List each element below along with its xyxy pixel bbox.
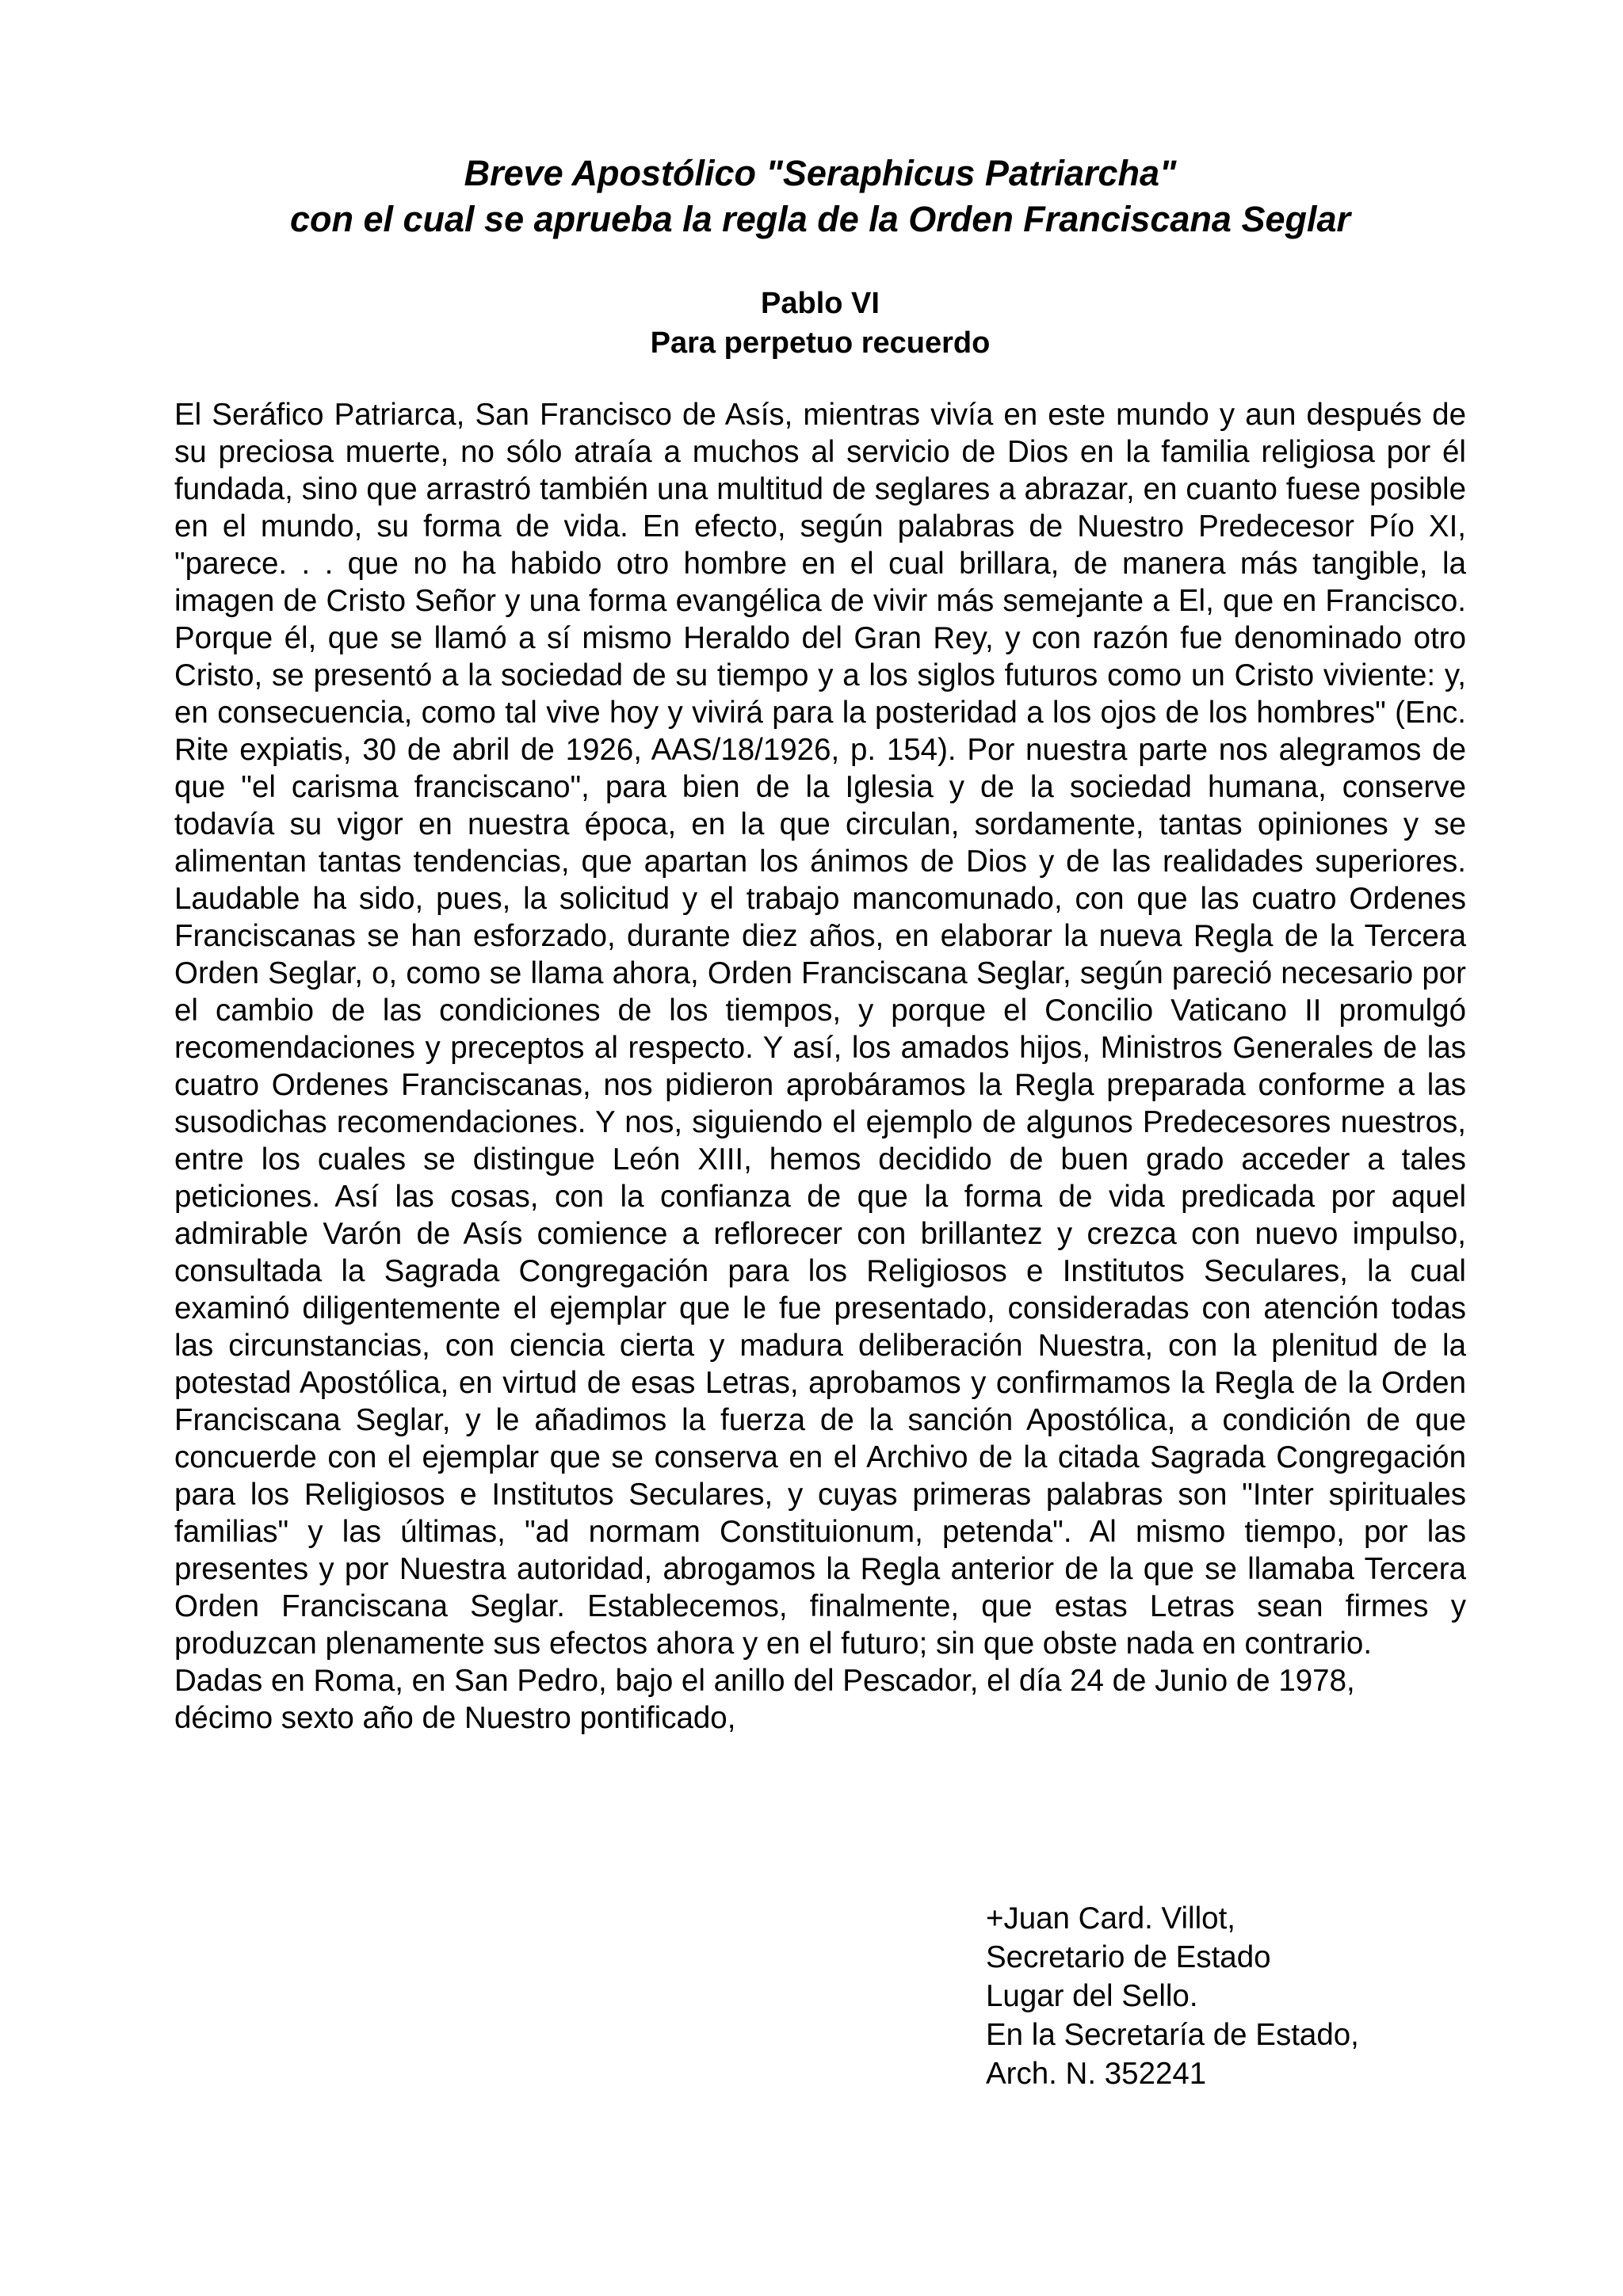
heading-formula: Para perpetuo recuerdo [650, 326, 991, 360]
signature-title: Secretario de Estado [986, 1940, 1271, 1974]
closing-line-2: décimo sexto año de Nuestro pontificado, [174, 1701, 736, 1735]
body-paragraph: El Seráfico Patriarca, San Francisco de Asís, mientras vivía en este mundo y aun después de su preciosa muerte, no sólo atraía a muchos al servicio de Dios en la familia religiosa por él fundada, sino que arrastró también una multitud de seglares a abrazar, en cuanto fuese posible en el mundo, su forma de vida. En efecto, según palabras de Nuestro Predecesor Pío XI, "parece. . . que no ha habido otro hombre en el cual brillara, de manera más tangible, la imagen de Cristo Señor y una forma evangélica de vivir más semejante a El, que en Francisco. Porque él, que se llamó a sí mismo Heraldo del Gran Rey, y con razón fue denominado otro Cristo, se presentó a la sociedad de su tiempo y a los siglos futuros como un Cristo viviente: y, en consecuencia, como tal vive hoy y vivirá para la posteridad a los ojos de los hombres" (Enc. Rite expiatis, 30 de abril de 1926, AAS/18/1926, p. 154). Por nuestra parte nos alegramos de que "el carisma franciscano", para bien de la Iglesia y de la sociedad humana, conserve todavía su vigor en nuestra época, en la que circulan, sordamente, tantas opiniones y se alimentan tantas tendencias, que apartan los ánimos de Dios y de las realidades superiores. Laudable ha sido, pues, la solicitud y el trabajo mancomunado, con que las cuatro Ordenes Franciscanas se han esforzado, durante diez años, en elaborar la nueva Regla de la Tercera Orden Seglar, o, como se llama ahora, Orden Franciscana Seglar, según pareció necesario por el cambio de las condiciones de los tiempos, y porque el Concilio Vaticano II promulgó recomendaciones y preceptos al respecto. Y así, los amados hijos, Ministros Generales de las cuatro Ordenes Franciscanas, nos pidieron aprobáramos la Regla preparada conforme a las susodichas recomendaciones. Y nos, siguiendo el ejemplo de algunos Predecesores nuestros, entre los cuales se distingue León XIII, hemos decidido de buen grado acceder a tales peticiones. Así las cosas, con la confianza de que la forma de vida predicada por aquel admirable Varón de Asís comience a reflorecer con brillantez y crezca con nuevo impulso, consultada la Sagrada Congregación para los Religiosos e Institutos Seculares, la cual examinó diligentemente el ejemplar que le fue presentado, consideradas con atención todas las circunstancias, con ciencia cierta y madura deliberación Nuestra, con la plenitud de la potestad Apostólica, en virtud de esas Letras, aprobamos y confirmamos la Regla de la Orden Franciscana Seglar, y le añadimos la fuerza de la sanción Apostólica, a condición de que concuerde con el ejemplar que se conserva en el Archivo de la citada Sagrada Congregación para los Religiosos e Institutos Seculares, y cuyas primeras palabras son "Inter spirituales familias" y las últimas, "ad normam Constituionum, petenda". Al mismo tiempo, por las presentes y por Nuestra autoridad, abrogamos la Regla anterior de la que se llamaba Tercera Orden Franciscana Seglar. Establecemos, finalmente, que estas Letras sean firmes y produzcan plenamente sus efectos ahora y en el futuro; sin que obste nada en contrario. [174, 398, 1466, 1661]
document-body [174, 396, 1466, 1737]
signature-seal: Lugar del Sello. [986, 1979, 1198, 2013]
signature-block [986, 1899, 1359, 2093]
signature-name: +Juan Card. Villot, [986, 1901, 1235, 1936]
closing-line-1: Dadas en Roma, en San Pedro, bajo el anillo del Pescador, el día 24 de Junio de 1978, [174, 1664, 1355, 1698]
title-line-2: con el cual se aprueba la regla de la Orden Franciscana Seglar [289, 199, 1351, 239]
signature-archive-number: Arch. N. 352241 [986, 2057, 1207, 2091]
document-page [174, 151, 1466, 1737]
document-heading [174, 284, 1466, 363]
signature-office: En la Secretaría de Estado, [986, 2018, 1359, 2052]
heading-author: Pablo VI [761, 287, 880, 320]
title-line-1: Breve Apostólico "Seraphicus Patriarcha" [464, 153, 1177, 193]
document-title [174, 151, 1466, 242]
